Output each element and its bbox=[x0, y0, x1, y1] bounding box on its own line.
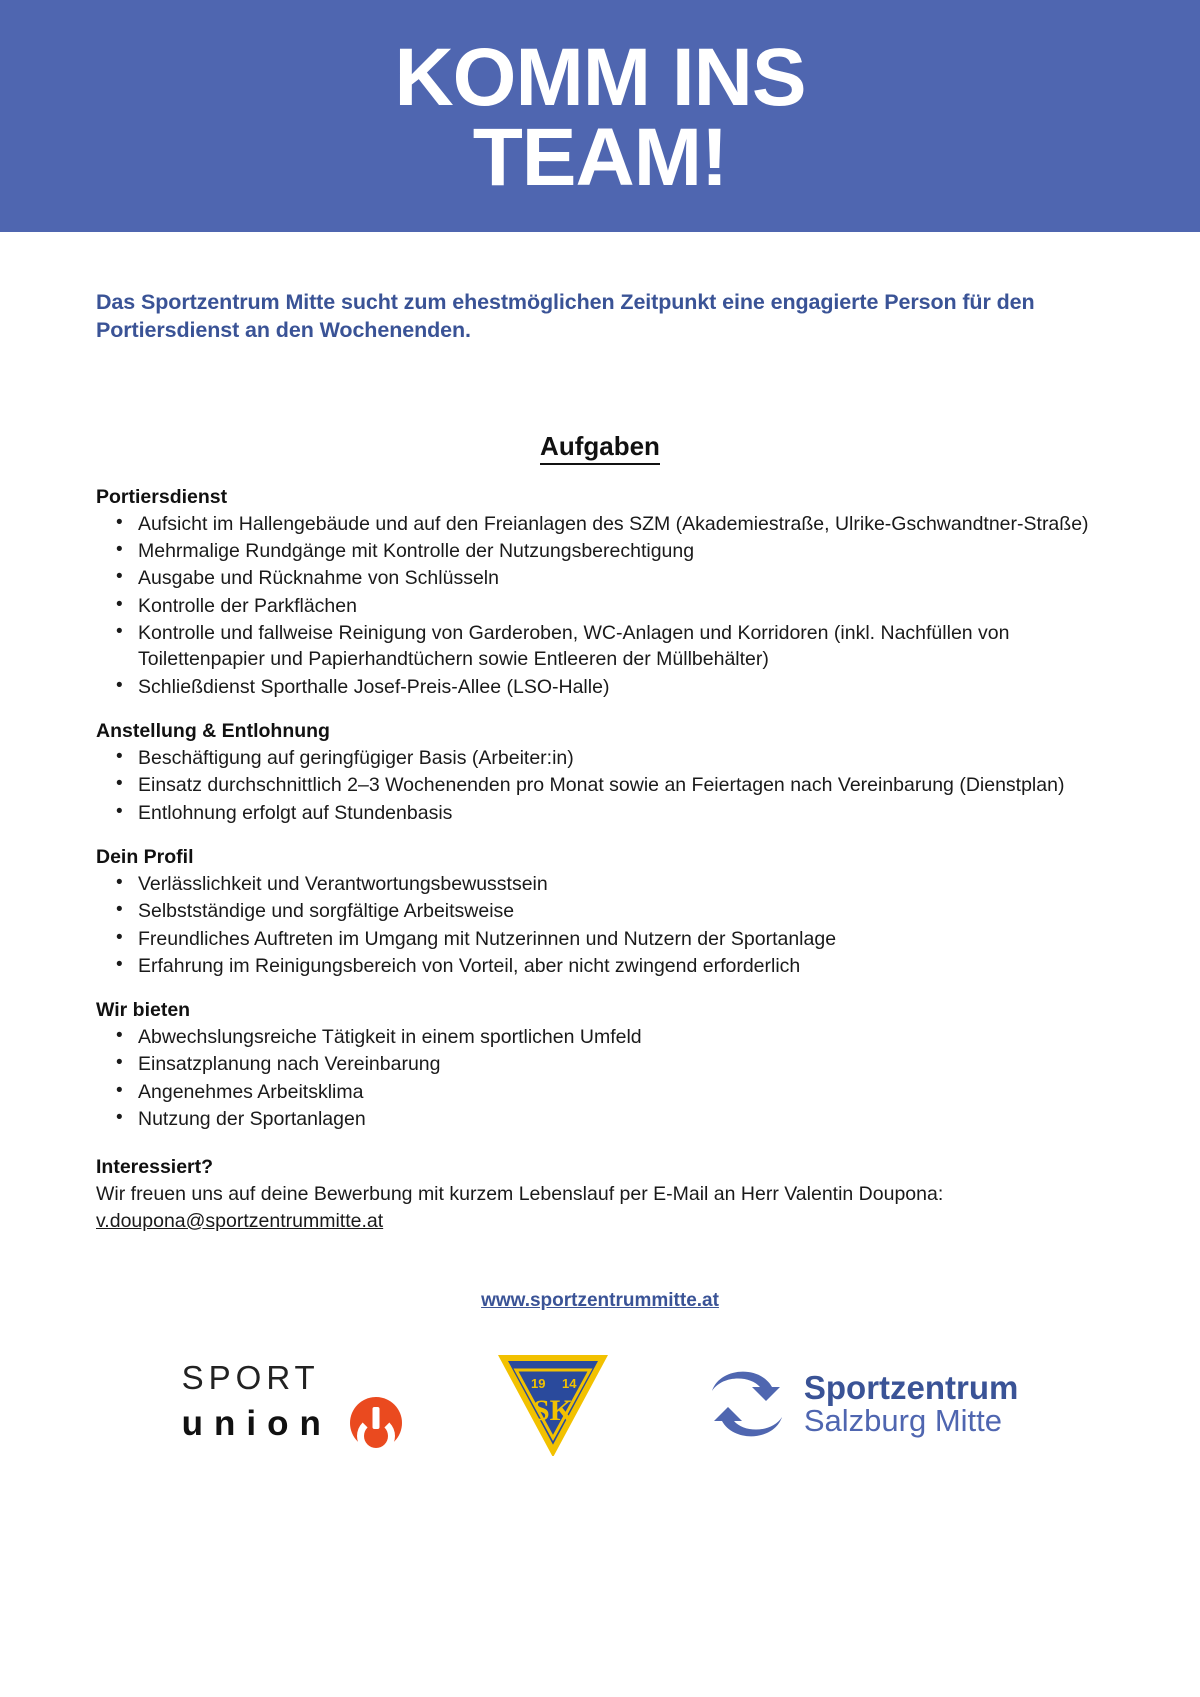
list-item: • Entlohnung erfolgt auf Stundenbasis bbox=[136, 800, 1104, 826]
sportunion-word-sport: SPORT bbox=[181, 1359, 320, 1396]
svg-text:19: 19 bbox=[530, 1376, 546, 1391]
list-item: • Angenehmes Arbeitsklima bbox=[136, 1079, 1104, 1105]
header-banner bbox=[0, 0, 1200, 232]
intro-paragraph: Das Sportzentrum Mitte sucht zum ehestmöglichen Zeitpunkt eine engagierte Person für den Portiersdienst an den Wochenenden. bbox=[96, 290, 1035, 343]
list-item: • Kontrolle der Parkflächen bbox=[136, 593, 1104, 619]
askoe-logo bbox=[498, 1352, 608, 1456]
list-item: • Schließdienst Sporthalle Josef-Preis-Allee (LSO-Halle) bbox=[136, 674, 1104, 700]
block-wir-bieten bbox=[96, 999, 1104, 1132]
email-link[interactable]: v.doupona@sportzentrummitte.at bbox=[96, 1209, 384, 1232]
list-item: • Verlässlichkeit und Verantwortungsbewusstsein bbox=[136, 871, 1104, 897]
website-line[interactable] bbox=[96, 1290, 1104, 1312]
block-list bbox=[96, 511, 1104, 700]
sportzentrum-logo bbox=[704, 1368, 1019, 1439]
section-title-aufgaben bbox=[96, 431, 1104, 462]
contact-text: Wir freuen uns auf deine Bewerbung mit kurzem Lebenslauf per E-Mail an Herr Valentin Doupona: bbox=[96, 1183, 944, 1206]
svg-text:SK: SK bbox=[532, 1394, 573, 1427]
section-title-text: Aufgaben bbox=[540, 431, 660, 465]
list-item: • Aufsicht im Hallengebäude und auf den Freianlagen des SZM (Akademiestraße, Ulrike-Gschwandtner-Straße) bbox=[136, 511, 1104, 537]
sportunion-word-union: union bbox=[181, 1404, 332, 1443]
list-item: • Mehrmalige Rundgänge mit Kontrolle der Nutzungsberechtigung bbox=[136, 538, 1104, 564]
sportzentrum-line-1: Sportzentrum bbox=[803, 1368, 1019, 1406]
block-dein-profil bbox=[96, 846, 1104, 979]
block-portiersdienst bbox=[96, 486, 1104, 700]
list-item: • Ausgabe und Rücknahme von Schlüsseln bbox=[136, 565, 1104, 591]
block-heading: Wir bieten bbox=[96, 999, 191, 1022]
sportunion-top-row bbox=[182, 1359, 320, 1397]
contact-heading: Interessiert? bbox=[96, 1156, 214, 1179]
svg-text:14: 14 bbox=[561, 1376, 577, 1391]
sportunion-logo bbox=[182, 1359, 402, 1449]
banner-title-line-1: KOMM INS bbox=[394, 31, 806, 123]
list-item: • Kontrolle und fallweise Reinigung von Garderoben, WC-Anlagen und Korridoren (inkl. Nachfüllen von Toilettenpapier und Papierhandtüchern sowie Entleeren der Müllbehälter) bbox=[136, 620, 1104, 673]
list-item: • Erfahrung im Reinigungsbereich von Vorteil, aber nicht zwingend erforderlich bbox=[136, 953, 1104, 979]
website-link[interactable]: www.sportzentrummitte.at bbox=[481, 1290, 719, 1311]
logo-row bbox=[96, 1352, 1104, 1486]
sportzentrum-mark-icon bbox=[704, 1371, 790, 1437]
list-item: • Selbstständige und sorgfältige Arbeitsweise bbox=[136, 898, 1104, 924]
block-anstellung-entlohnung bbox=[96, 720, 1104, 826]
list-item: • Nutzung der Sportanlagen bbox=[136, 1106, 1104, 1132]
block-list bbox=[96, 871, 1104, 979]
banner-title-line-2: TEAM! bbox=[472, 112, 728, 203]
sportunion-bottom-row bbox=[182, 1397, 402, 1449]
askoe-triangle-icon bbox=[498, 1352, 608, 1456]
block-list bbox=[96, 745, 1104, 826]
block-interessiert bbox=[96, 1156, 1104, 1234]
block-heading: Anstellung & Entlohnung bbox=[96, 719, 330, 742]
document-body bbox=[0, 288, 1200, 1486]
list-item: • Freundliches Auftreten im Umgang mit Nutzerinnen und Nutzern der Sportanlage bbox=[136, 926, 1104, 952]
contact-paragraph bbox=[96, 1181, 1104, 1234]
sportzentrum-line-2: Salzburg Mitte bbox=[803, 1403, 1003, 1439]
block-list bbox=[96, 1024, 1104, 1132]
list-item: • Beschäftigung auf geringfügiger Basis (Arbeiter:in) bbox=[136, 745, 1104, 771]
block-heading: Dein Profil bbox=[96, 845, 194, 868]
sportzentrum-wordmark bbox=[803, 1368, 1019, 1439]
list-item: • Einsatzplanung nach Vereinbarung bbox=[136, 1051, 1104, 1077]
block-heading: Portiersdienst bbox=[96, 485, 228, 508]
list-item: • Abwechslungsreiche Tätigkeit in einem sportlichen Umfeld bbox=[136, 1024, 1104, 1050]
list-item: • Einsatz durchschnittlich 2–3 Wochenenden pro Monat sowie an Feiertagen nach Vereinbarung (Dienstplan) bbox=[136, 772, 1104, 798]
sportunion-u-icon bbox=[350, 1397, 402, 1449]
